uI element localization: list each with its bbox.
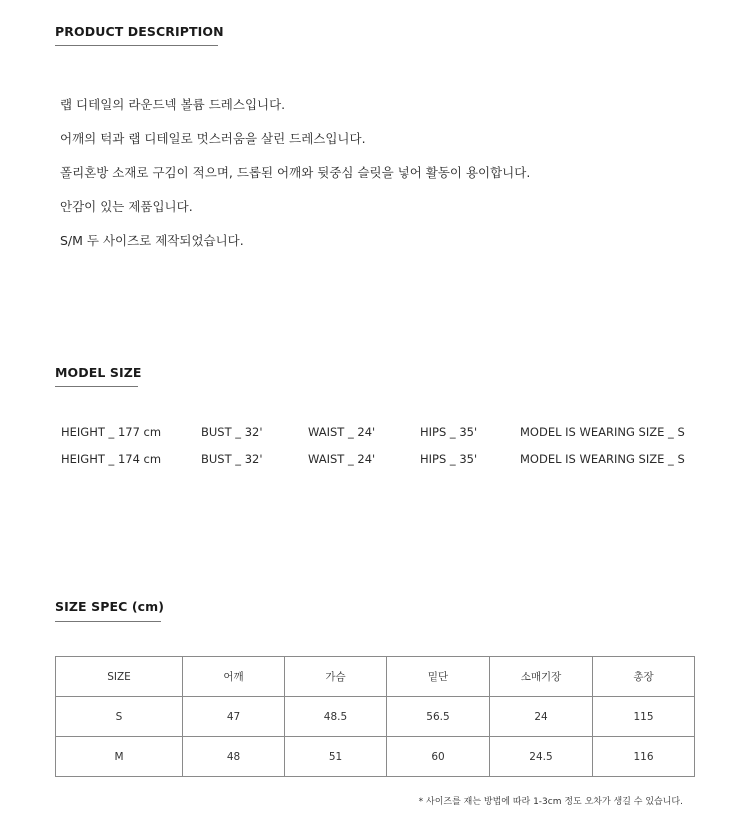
table-cell: 116	[593, 737, 695, 777]
model-bust: BUST _ 32'	[201, 452, 263, 466]
table-cell: 47	[183, 697, 285, 737]
table-cell: 60	[387, 737, 490, 777]
model-waist: WAIST _ 24'	[308, 452, 376, 466]
header-total-length: 총장	[593, 657, 695, 697]
size-spec-underline	[55, 621, 161, 622]
model-height: HEIGHT _ 177 cm	[61, 425, 162, 439]
product-description-underline	[55, 45, 218, 46]
header-size: SIZE	[56, 657, 183, 697]
table-row	[56, 697, 695, 737]
table-cell: 24.5	[490, 737, 593, 777]
table-header-row	[56, 657, 695, 697]
table-cell: 24	[490, 697, 593, 737]
table-cell: 48	[183, 737, 285, 777]
description-line: 폴리혼방 소재로 구김이 적으며, 드롭된 어깨와 뒷중심 슬릿을 넣어 활동이 용이합니다.	[60, 165, 531, 180]
product-description-text	[60, 96, 530, 266]
description-line: 랩 디테일의 라운드넥 볼륨 드레스입니다.	[60, 97, 286, 112]
header-shoulder: 어깨	[183, 657, 285, 697]
description-line: 안감이 있는 제품입니다.	[60, 199, 193, 214]
table-cell: S	[56, 697, 183, 737]
model-size-underline	[55, 386, 138, 387]
size-spec-table	[55, 656, 695, 777]
table-cell: 115	[593, 697, 695, 737]
table-row	[56, 737, 695, 777]
model-waist: WAIST _ 24'	[308, 425, 376, 439]
model-hips: HIPS _ 35'	[420, 452, 478, 466]
description-line: 어깨의 턱과 랩 디테일로 멋스러움을 살린 드레스입니다.	[60, 131, 366, 146]
table-cell: 51	[285, 737, 387, 777]
description-line: S/M 두 사이즈로 제작되었습니다.	[60, 233, 244, 248]
model-wearing-size: MODEL IS WEARING SIZE _ S	[520, 452, 685, 466]
table-cell: M	[56, 737, 183, 777]
product-description-title: PRODUCT DESCRIPTION	[55, 24, 224, 39]
header-hem: 밑단	[387, 657, 490, 697]
model-height: HEIGHT _ 174 cm	[61, 452, 162, 466]
model-size-title: MODEL SIZE	[55, 365, 142, 380]
table-cell: 56.5	[387, 697, 490, 737]
model-hips: HIPS _ 35'	[420, 425, 478, 439]
measurement-note: * 사이즈를 재는 방법에 따라 1-3cm 정도 오차가 생길 수 있습니다.	[418, 797, 683, 807]
model-bust: BUST _ 32'	[201, 425, 263, 439]
header-sleeve-length: 소매기장	[490, 657, 593, 697]
size-spec-title: SIZE SPEC (cm)	[55, 599, 165, 614]
header-chest: 가슴	[285, 657, 387, 697]
model-wearing-size: MODEL IS WEARING SIZE _ S	[520, 425, 685, 439]
table-cell: 48.5	[285, 697, 387, 737]
